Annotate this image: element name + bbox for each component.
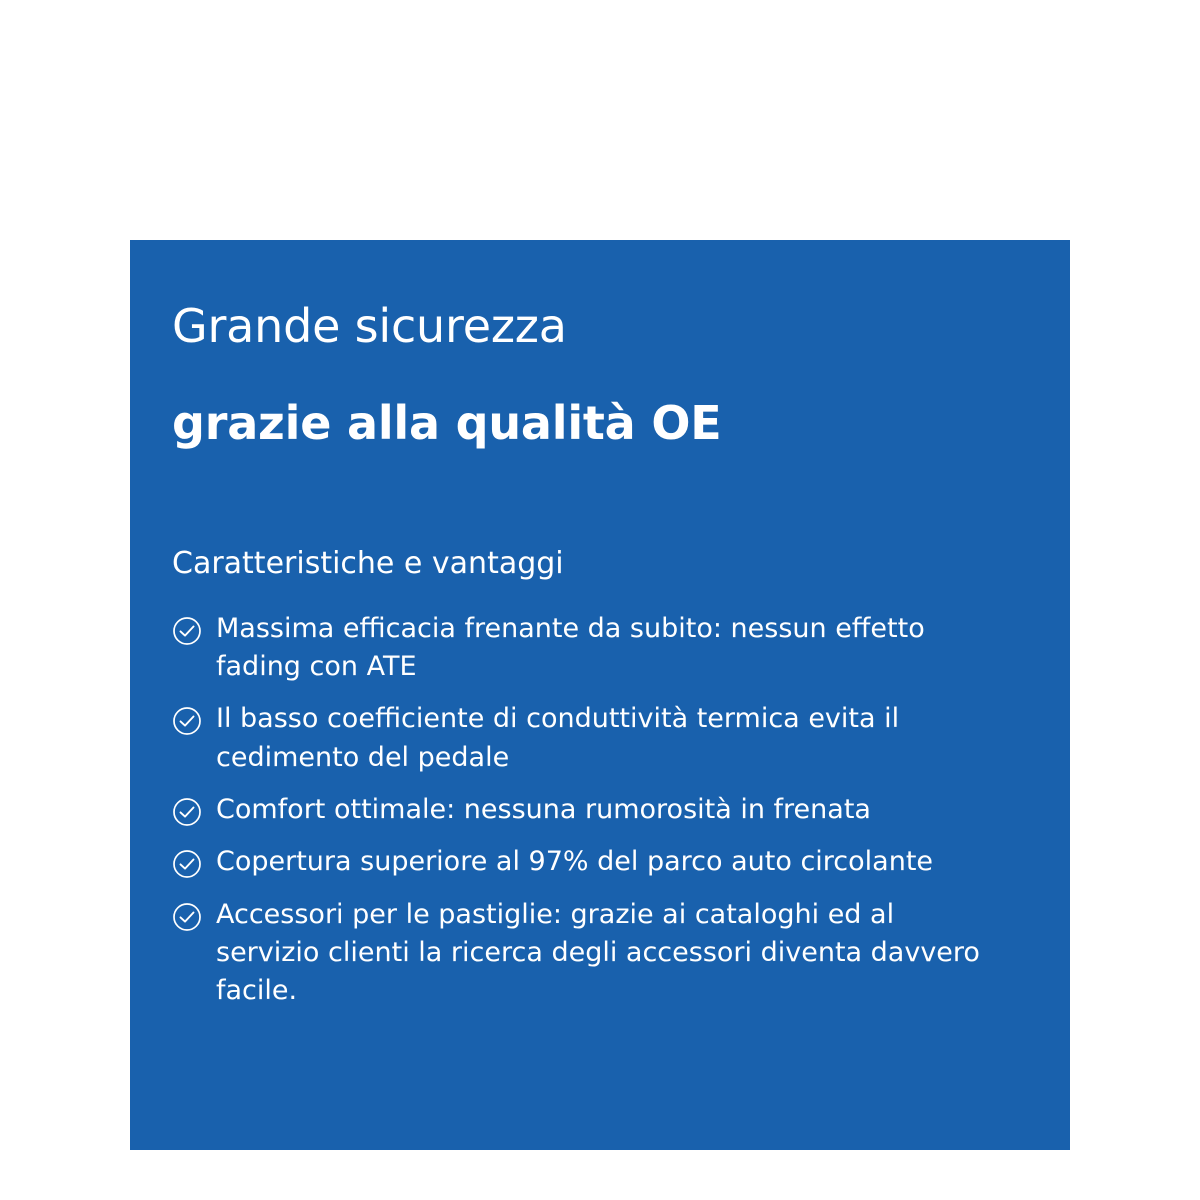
page-subtitle: grazie alla qualità OE (172, 395, 722, 450)
list-item-label: Massima efficacia frenante da subito: nessun effetto fading con ATE (216, 612, 925, 683)
list-item (172, 700, 1010, 777)
list-item (172, 843, 1010, 881)
check-circle-icon (172, 610, 216, 646)
list-item (172, 896, 1010, 1011)
list-item-label: Comfort ottimale: nessuna rumorosità in frenata (216, 794, 871, 826)
check-circle-icon (172, 700, 216, 736)
check-circle-icon (172, 896, 216, 932)
promo-card (130, 240, 1070, 1150)
list-item (172, 610, 1010, 687)
check-circle-icon (172, 791, 216, 827)
list-item (172, 791, 1010, 829)
list-item-label: Il basso coefficiente di conduttività termica evita il cedimento del pedale (216, 703, 900, 773)
features-list (172, 610, 1010, 1011)
list-item-label: Accessori per le pastiglie: grazie ai cataloghi ed al servizio clienti la ricerca degli accessori diventa davvero facile. (216, 898, 980, 1007)
features-heading: Caratteristiche e vantaggi (172, 545, 564, 581)
page-title: Grande sicurezza (172, 299, 567, 353)
list-item-label: Copertura superiore al 97% del parco auto circolante (216, 846, 934, 878)
check-circle-icon (172, 843, 216, 879)
